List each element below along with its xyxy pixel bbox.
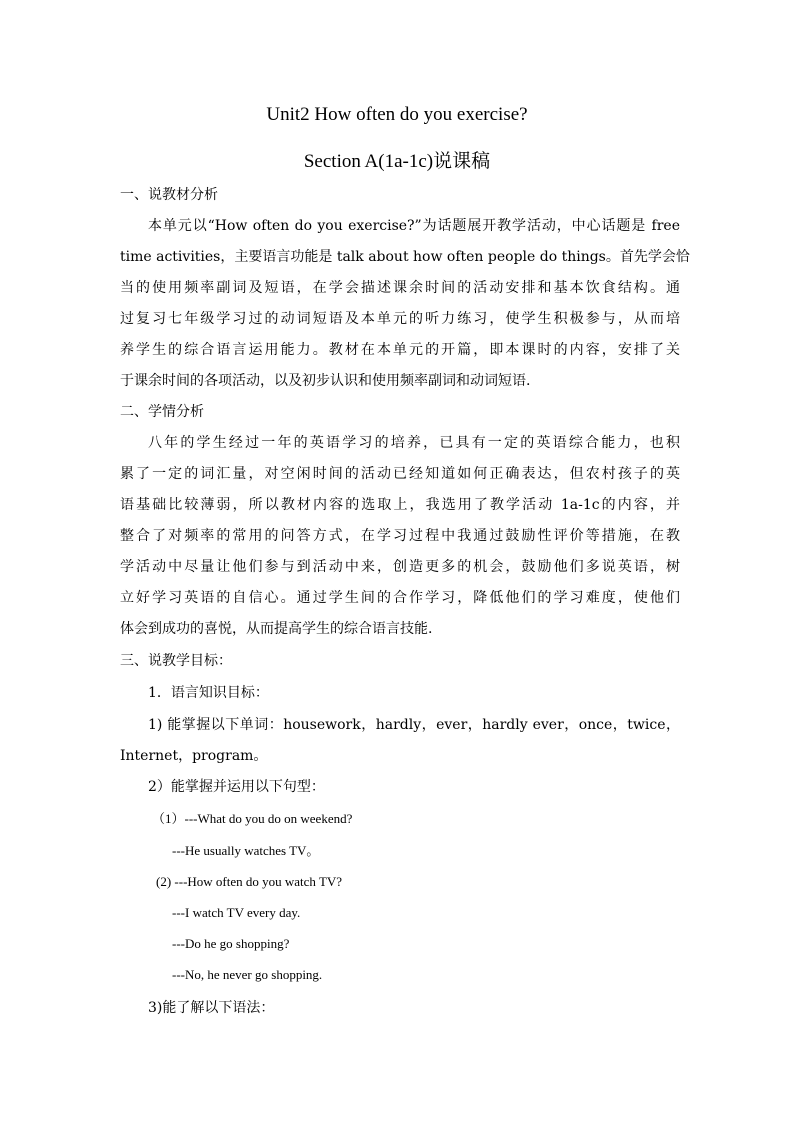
paragraph-line: 过复习七年级学习过的动词短语及本单元的听力练习，使学生积极参与，从而培 xyxy=(120,311,680,327)
sentence-pattern: ---I watch TV every day. xyxy=(172,905,301,920)
document-subtitle: Section A(1a-1c)说课稿 xyxy=(303,151,491,172)
section-heading: 二、学情分析 xyxy=(120,404,204,420)
sentence-pattern: ---No, he never go shopping. xyxy=(172,967,323,982)
paragraph-line: 养学生的综合语言运用能力。教材在本单元的开篇，即本课时的内容，安排了关 xyxy=(120,342,680,358)
vocabulary-line: 1) 能掌握以下单词：housework，hardly，ever，hardly ever，once，twice， xyxy=(148,717,680,733)
sentence-pattern: （1）---What do you do on weekend? xyxy=(152,811,353,826)
sentence-pattern: ---Do he go shopping? xyxy=(172,936,290,951)
paragraph-line: 整合了对频率的常用的问答方式，在学习过程中我通过鼓励性评价等措施，在教 xyxy=(120,528,680,544)
objective-subheading: 1．语言知识目标： xyxy=(148,685,269,701)
objective-item: 3)能了解以下语法： xyxy=(148,1000,275,1016)
paragraph-line: 本单元以“How often do you exercise?”为话题展开教学活动，中心话题是 free xyxy=(148,218,680,234)
vocabulary-line: Internet，program。 xyxy=(120,748,268,764)
paragraph-line: 累了一定的词汇量，对空闲时间的活动已经知道如何正确表达，但农村孩子的英 xyxy=(120,466,680,482)
paragraph-line: time activities，主要语言功能是 talk about how often people do things。首先学会恰 xyxy=(120,249,690,265)
sentence-pattern: (2) ---How often do you watch TV? xyxy=(156,874,343,889)
section-heading: 一、说教材分析 xyxy=(120,187,218,203)
paragraph-line: 学活动中尽量让他们参与到活动中来，创造更多的机会，鼓励他们多说英语，树 xyxy=(120,559,680,575)
objective-item: 2）能掌握并运用以下句型： xyxy=(148,779,325,795)
document-title: Unit2 How often do you exercise? xyxy=(266,104,528,125)
section-heading: 三、说教学目标： xyxy=(120,653,232,669)
paragraph-line: 八年的学生经过一年的英语学习的培养，已具有一定的英语综合能力，也积 xyxy=(148,435,680,451)
paragraph-line: 语基础比较薄弱，所以教材内容的选取上，我选用了教学活动 1a-1c的内容，并 xyxy=(120,497,680,513)
paragraph-line: 于课余时间的各项活动，以及初步认识和使用频率副词和动词短语. xyxy=(120,373,531,389)
paragraph-line: 立好学习英语的自信心。通过学生间的合作学习，降低他们的学习难度，使他们 xyxy=(120,590,680,606)
sentence-pattern: ---He usually watches TV。 xyxy=(172,843,320,858)
paragraph-line: 当的使用频率副词及短语，在学会描述课余时间的活动安排和基本饮食结构。通 xyxy=(120,280,680,296)
paragraph-line: 体会到成功的喜悦，从而提高学生的综合语言技能. xyxy=(120,621,433,637)
